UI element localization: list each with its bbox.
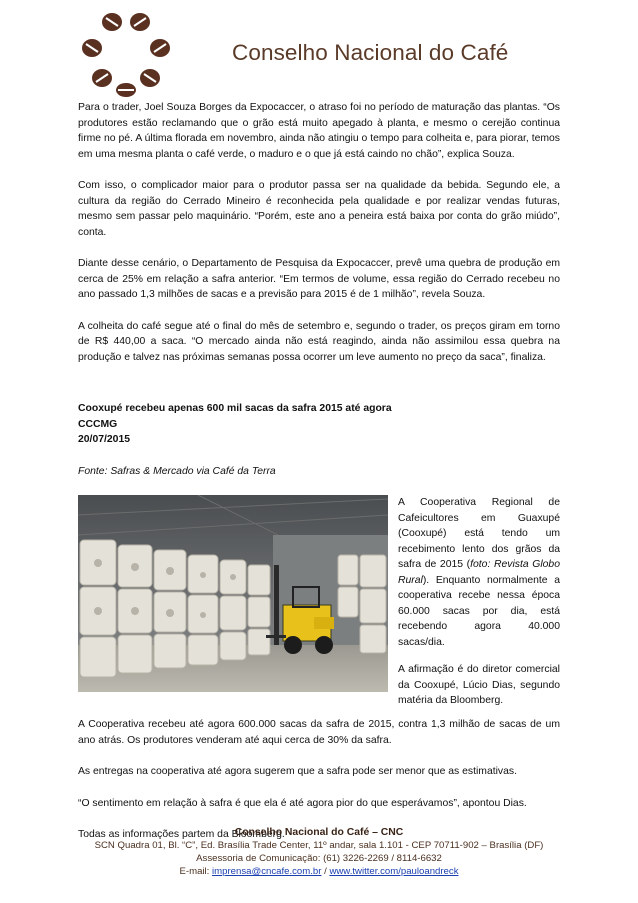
footer [0, 826, 638, 878]
side-text [398, 495, 560, 721]
paragraph-7: “O sentimento em relação à safra é que ela é até agora pior do que esperávamos”, apontou Dias. [78, 797, 527, 809]
twitter-link[interactable]: www.twitter.com/pauloandreck [329, 866, 459, 877]
article-body [78, 100, 560, 843]
paragraph-6: As entregas na cooperativa até agora sugerem que a safra pode ser menor que as estimativas. [78, 766, 517, 777]
email-link[interactable]: imprensa@cncafe.com.br [212, 866, 322, 877]
footer-contacts: E-mail: imprensa@cncafe.com.br / www.twitter.com/pauloandreck [179, 866, 459, 877]
paragraph-2: Com isso, o complicador maior para o produtor passa ser na qualidade da bebida. Segundo ele, a cultura da região do Cerrado Mineiro é reconhecida pela qualidade e por realizar vendas futuras, mesmo sem passar pelo maquinário. “Porém, este ano a peneira está baixa por conta do grão miúdo”, conta. [78, 180, 560, 238]
footer-title: Conselho Nacional do Café – CNC [234, 827, 404, 838]
brand-title: Conselho Nacional do Café [232, 40, 509, 65]
news-org: CCCMG [78, 418, 118, 430]
paragraph-5: A Cooperativa recebeu até agora 600.000 sacas da safra de 2015, contra 1,3 milhão de sacas de um ano atrás. Os produtores venderam até aqui cerca de 30% da safra. [78, 719, 560, 746]
news-heading: Cooxupé recebeu apenas 600 mil sacas da safra 2015 até agora [78, 403, 392, 414]
letterhead [0, 0, 638, 100]
photo-credit: foto: Revista Globo Rural [398, 559, 560, 586]
news-source: Fonte: Safras & Mercado via Café da Terra [78, 465, 276, 477]
news-date: 20/07/2015 [78, 434, 131, 445]
coffee-beans-logo-icon [78, 10, 178, 98]
paragraph-8: Todas as informações partem da Bloomberg. [78, 829, 285, 840]
warehouse-forklift-photo [78, 495, 388, 692]
figure-row [78, 495, 560, 706]
footer-address: SCN Quadra 01, Bl. “C”, Ed. Brasília Trade Center, 11º andar, sala 1.101 - CEP 70711-902 – Brasília (DF) [94, 840, 544, 851]
paragraph-4: A colheita do café segue até o final do mês de setembro e, segundo o trader, os preços giram em torno de R$ 440,00 a saca. “O mercado ainda não está reagindo, ainda não assimilou essa quebra na produção e talvez nas próximas semanas possa ocorrer um leve aumento no preço da saca”, finaliza. [78, 320, 560, 363]
side-paragraph-1: A Cooperativa Regional de Cafeicultores em Guaxupé (Cooxupé) está tendo um recebimento lento dos grãos da safra de 2015 (foto: Revista Globo Rural). Enquanto normalmente a cooperativa recebe nessa época 60.000 sacas por dia, está recebendo agora 40.000 sacas/dia. [398, 497, 560, 648]
side-paragraph-2: A afirmação é do diretor comercial da Cooxupé, Lúcio Dias, segundo matéria da Bloomberg. [398, 664, 560, 706]
paragraph-3: Diante desse cenário, o Departamento de Pesquisa da Expocaccer, prevê uma quebra de produção em cerca de 25% em relação a safra anterior. “Em termos de volume, essa região do Cerrado recebeu no ano passado 1,3 milhões de sacas e a previsão para 2015 é de 1 milhão”, revela Souza. [78, 258, 560, 300]
paragraph-1: Para o trader, Joel Souza Borges da Expocaccer, o atraso foi no período de maturação das plantas. “Os produtores estão reclamando que o grão está muito apegado à planta, e mesmo o cerejão continua firme no pé. A última florada em novembro, ainda não atingiu o tempo para colheita e, para piorar, temos em uma mesma planta o café verde, o maduro e o que já está caindo no chão”, explica Souza. [78, 102, 560, 160]
footer-press: Assessoria de Comunicação: (61) 3226-2269 / 8114-6632 [196, 853, 442, 864]
